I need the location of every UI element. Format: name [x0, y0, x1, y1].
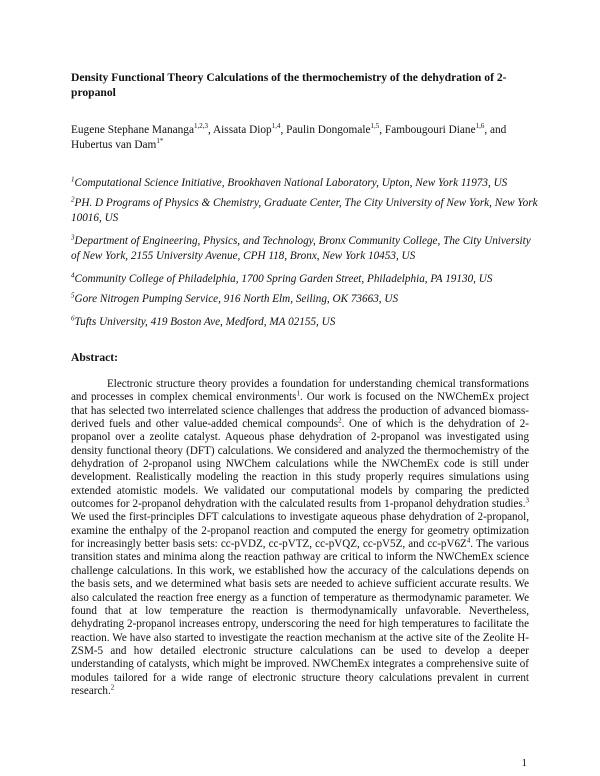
abstract-text: Electronic structure theory provides a foundation for understanding chemical transformations and processes in complex chemical environments	[71, 378, 529, 404]
citation-marker: 3	[525, 496, 529, 505]
affiliation-6	[71, 315, 541, 330]
author-affiliation-marker: 1,5	[370, 122, 380, 131]
author-affiliation-marker: 1,2,3	[193, 122, 208, 131]
affiliation-text: Tufts University, 419 Boston Ave, Medford, MA 02155, US	[74, 316, 336, 328]
author-affiliation-marker: 1*	[156, 137, 164, 146]
citation-marker: 2	[338, 416, 342, 425]
abstract-heading: Abstract:	[71, 351, 119, 364]
author-name: Fambougouri Diane	[384, 124, 476, 136]
author-2	[213, 124, 286, 136]
citation-marker: 1	[296, 389, 300, 398]
affiliation-1	[71, 176, 541, 191]
author-affiliation-marker: 1,4	[271, 122, 281, 131]
author-4	[385, 124, 506, 136]
affiliation-5	[71, 292, 541, 307]
author-affiliation-marker: 1,6	[475, 122, 485, 131]
author-separator: ,	[207, 124, 213, 136]
page-number: 1	[521, 757, 527, 769]
abstract-text: . Our work is focused on the NWChemEx project that has selected two interrelated science challenges that address the production of advanced biomass-derived fuels and other value-added chemical compounds	[71, 391, 529, 431]
citation-marker: 4	[466, 536, 471, 545]
affiliation-marker: 6	[71, 314, 75, 323]
abstract-text: . One of which is the dehydration of 2-propanol over a zeolite catalyst. Aqueous phase dehydration of 2-propanol was investigated using density functional theory (DFT) calculations. We considered and analyzed the thermochemistry of the dehydration of 2-propanol using NWChem calculations while the NWChemEx code is still under development. Realistically modeling the reaction in this study properly requires simulations using extended atomistic models. We validated our computational models by comparing the predicted outcomes for 2-propanol dehydration with the calculated results from 1-propanol dehydration studies.	[71, 418, 529, 511]
author-3	[286, 124, 385, 136]
affiliation-text: Department of Engineering, Physics, and Technology, Bronx Community College, The City University of New York, 2155 University Avenue, CPH 118, Bronx, New York 10453, US	[71, 235, 531, 262]
affiliation-2	[71, 196, 541, 226]
affiliation-marker: 1	[71, 175, 75, 184]
author-name: Hubertus van Dam	[71, 139, 157, 151]
author-name: Eugene Stephane Mananga	[71, 124, 194, 136]
paper-title: Density Functional Theory Calculations of the thermochemistry of the dehydration of 2-propanol	[71, 71, 507, 99]
abstract-body	[71, 378, 529, 698]
author-name: Aissata Diop	[213, 124, 272, 136]
affiliation-marker: 2	[71, 195, 75, 204]
abstract-text: We used the first-principles DFT calculations to investigate aqueous phase dehydration of 2-propanol, examine the enthalpy of the 2-propanol reaction and computed the energy for geometry optimization for increasingly better basis sets: cc-pVDZ, cc-pVTZ, cc-pVQZ, cc-pV5Z, and cc-pV6Z	[71, 511, 529, 551]
affiliation-marker: 5	[71, 291, 75, 300]
affiliation-text: Computational Science Initiative, Brookhaven National Laboratory, Upton, New York 11973, US	[74, 177, 508, 189]
author-5	[71, 139, 163, 151]
affiliation-4	[71, 272, 541, 287]
author-separator: ,	[280, 124, 287, 136]
affiliation-text: Community College of Philadelphia, 1700 Spring Garden Street, Philadelphia, PA 19130, US	[74, 273, 493, 285]
affiliation-3	[71, 234, 541, 264]
author-separator: ,	[379, 124, 385, 136]
author-1	[71, 124, 213, 136]
affiliation-marker: 4	[71, 271, 75, 280]
author-name: Paulin Dongomale	[286, 124, 371, 136]
affiliation-text: PH. D Programs of Physics & Chemistry, Graduate Center, The City University of New York, New York 10016, US	[71, 197, 538, 224]
abstract-text: . The various transition states and minima along the reaction pathway are critical to inform the NWChemEx science challenge calculations. In this work, we established how the accuracy of the calculations depends on the basis sets, and we determined what basis sets are needed to achieve sufficient accurate results. We also calculated the reaction free energy as a function of temperature as thermodynamic parameter. We found that at low temperature the reaction is thermodynamically unfavorable. Nevertheless, dehydrating 2-propanol increases entropy, underscoring the need for high temperatures to facilitate the reaction. We have also started to investigate the reaction mechanism at the active site of the Zeolite H-ZSM-5 and how detailed electronic structure calculations can be used to develop a deeper understanding of catalysts, which might be improved. NWChemEx integrates a comprehensive suite of modules tailored for a wide range of electronic structure theory calculations prevalent in current research.	[71, 538, 529, 697]
citation-marker: 2	[110, 683, 115, 692]
author-list	[71, 123, 541, 153]
author-separator: , and	[484, 124, 507, 136]
affiliation-text: Gore Nitrogen Pumping Service, 916 North Elm, Seiling, OK 73663, US	[74, 293, 399, 305]
affiliation-marker: 3	[71, 233, 75, 242]
